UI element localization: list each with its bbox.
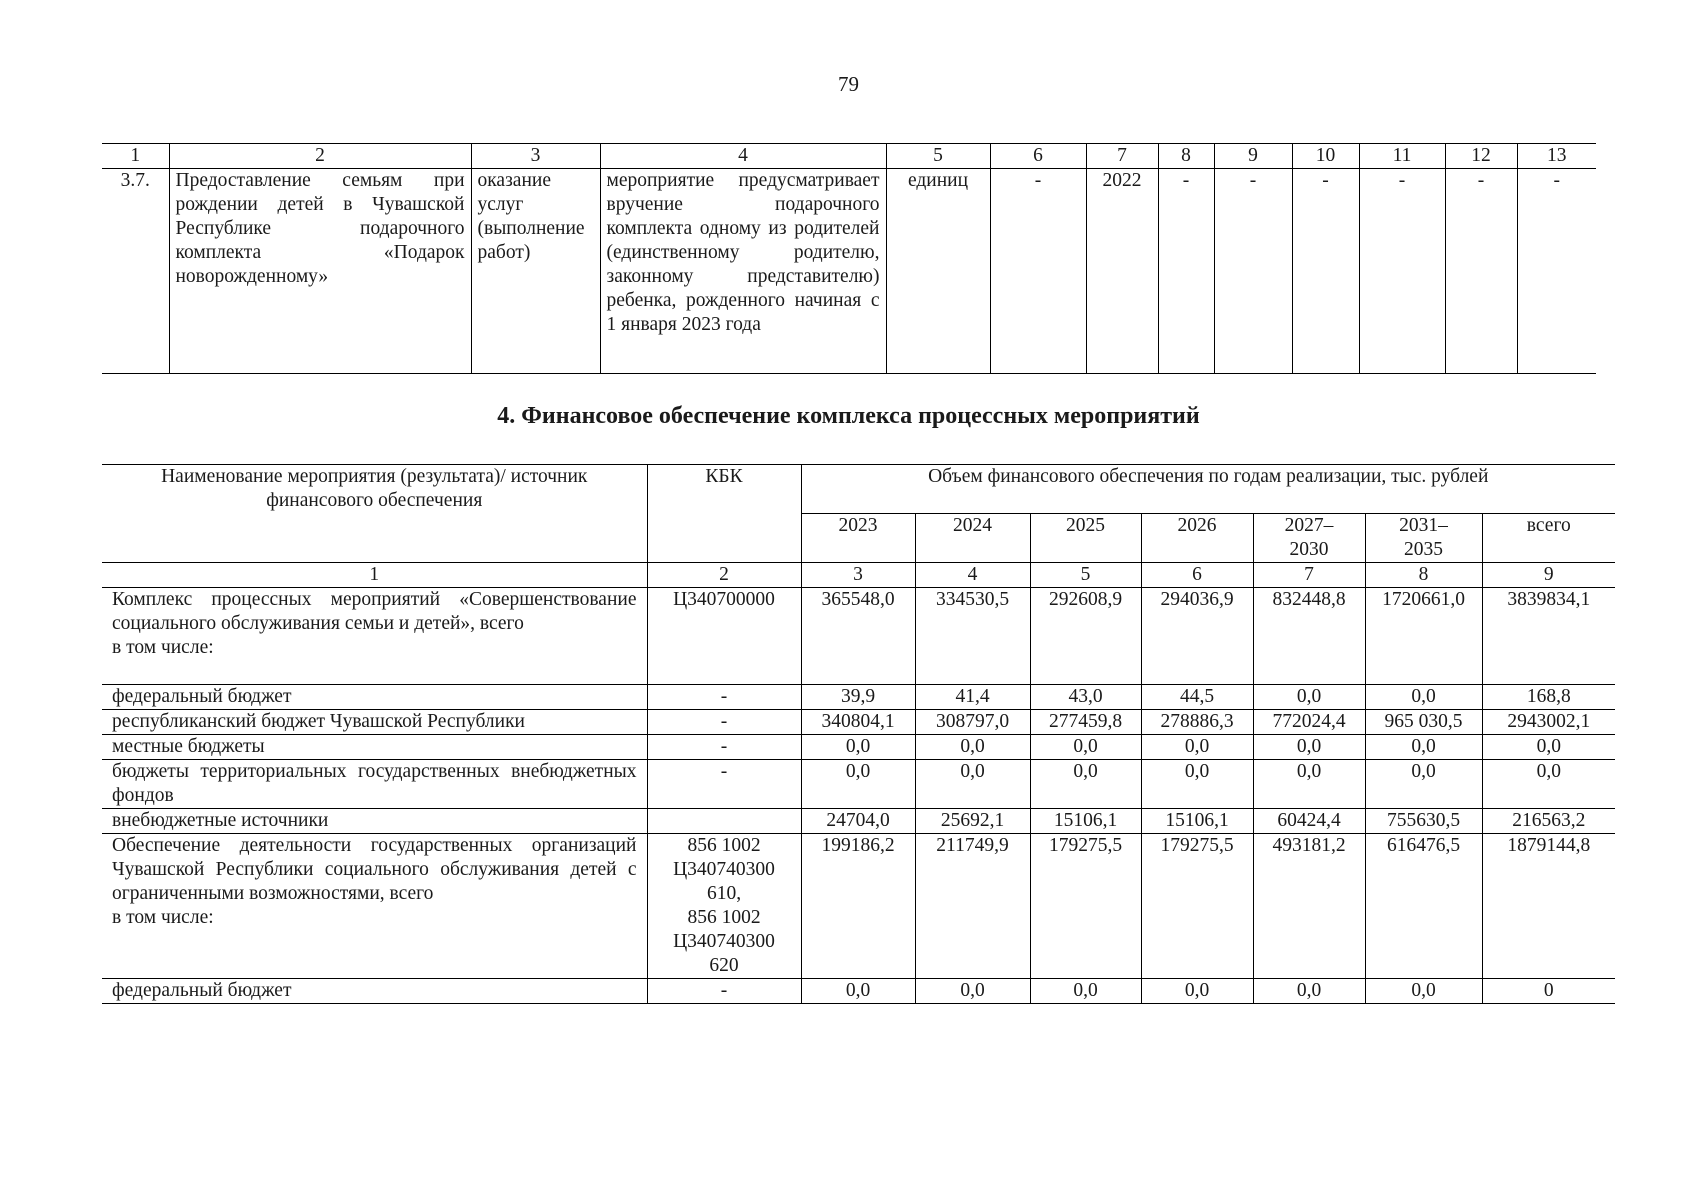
table-cell: - xyxy=(1359,169,1445,374)
value-cell: 39,9 xyxy=(801,685,915,710)
value-cell: 493181,2 xyxy=(1253,834,1365,979)
row-name: внебюджетные источники xyxy=(102,809,647,834)
column-number: 3 xyxy=(801,563,915,588)
row-name: федеральный бюджет xyxy=(102,685,647,710)
value-cell: 0,0 xyxy=(1030,760,1141,809)
value-cell: 0,0 xyxy=(1030,735,1141,760)
unit-cell: единиц xyxy=(886,169,990,374)
column-number: 10 xyxy=(1292,144,1359,169)
column-number: 12 xyxy=(1445,144,1517,169)
column-number-row xyxy=(102,144,1596,169)
column-number: 4 xyxy=(600,144,886,169)
column-number: 1 xyxy=(102,563,647,588)
table-cell: - xyxy=(1214,169,1292,374)
table-row xyxy=(102,834,1615,979)
value-cell: 308797,0 xyxy=(915,710,1030,735)
value-cell: 0,0 xyxy=(1141,979,1253,1004)
table-cell: - xyxy=(1158,169,1214,374)
total-header: всего xyxy=(1482,514,1615,563)
activity-description: мероприятие предусматривает вручение подарочного комплекта одному из родителей (единственному родителю, законному представителю) ребенка, рожденного начиная с 1 января 2023 года xyxy=(600,169,886,374)
column-number: 3 xyxy=(471,144,600,169)
kbk-cell: 856 1002 Ц340740300 610, 856 1002 Ц340740300 620 xyxy=(647,834,801,979)
year-header: 2031– 2035 xyxy=(1365,514,1482,563)
header-row xyxy=(102,465,1615,514)
value-cell: 294036,9 xyxy=(1141,588,1253,685)
value-cell: 179275,5 xyxy=(1141,834,1253,979)
table-cell: - xyxy=(1292,169,1359,374)
value-cell: 0,0 xyxy=(801,979,915,1004)
value-cell: 0,0 xyxy=(1365,735,1482,760)
value-cell: 0,0 xyxy=(1141,735,1253,760)
row-name: федеральный бюджет xyxy=(102,979,647,1004)
activity-type: оказание услуг (выполнение работ) xyxy=(471,169,600,374)
financing-table xyxy=(102,464,1615,1004)
row-name: республиканский бюджет Чувашской Республики xyxy=(102,710,647,735)
total-cell: 216563,2 xyxy=(1482,809,1615,834)
value-cell: 15106,1 xyxy=(1141,809,1253,834)
volume-column-header: Объем финансового обеспечения по годам реализации, тыс. рублей xyxy=(801,465,1615,514)
table-row xyxy=(102,760,1615,809)
total-cell: 0 xyxy=(1482,979,1615,1004)
value-cell: 0,0 xyxy=(1030,979,1141,1004)
value-cell: 0,0 xyxy=(915,979,1030,1004)
kbk-cell: - xyxy=(647,735,801,760)
value-cell: 0,0 xyxy=(1365,685,1482,710)
value-cell: 340804,1 xyxy=(801,710,915,735)
value-cell: 43,0 xyxy=(1030,685,1141,710)
kbk-cell: Ц340700000 xyxy=(647,588,801,685)
kbk-cell xyxy=(647,809,801,834)
base-year-cell: 2022 xyxy=(1086,169,1158,374)
value-cell: 24704,0 xyxy=(801,809,915,834)
total-cell: 0,0 xyxy=(1482,760,1615,809)
value-cell: 0,0 xyxy=(915,760,1030,809)
kbk-cell: - xyxy=(647,685,801,710)
value-cell: 832448,8 xyxy=(1253,588,1365,685)
section-title: 4. Финансовое обеспечение комплекса процессных мероприятий xyxy=(497,403,1200,429)
kbk-column-header: КБК xyxy=(647,465,801,563)
value-cell: 1720661,0 xyxy=(1365,588,1482,685)
column-number: 13 xyxy=(1517,144,1596,169)
value-cell: 179275,5 xyxy=(1030,834,1141,979)
value-cell: 41,4 xyxy=(915,685,1030,710)
value-cell: 0,0 xyxy=(1253,979,1365,1004)
total-cell: 1879144,8 xyxy=(1482,834,1615,979)
table-row xyxy=(102,169,1596,374)
page-number: 79 xyxy=(838,72,859,96)
year-header: 2026 xyxy=(1141,514,1253,563)
value-cell: 0,0 xyxy=(1253,735,1365,760)
column-number: 5 xyxy=(1030,563,1141,588)
value-cell: 277459,8 xyxy=(1030,710,1141,735)
total-cell: 2943002,1 xyxy=(1482,710,1615,735)
column-number: 7 xyxy=(1253,563,1365,588)
column-number: 11 xyxy=(1359,144,1445,169)
row-number: 3.7. xyxy=(102,169,169,374)
column-number: 6 xyxy=(990,144,1086,169)
value-cell: 0,0 xyxy=(801,735,915,760)
value-cell: 755630,5 xyxy=(1365,809,1482,834)
total-cell: 3839834,1 xyxy=(1482,588,1615,685)
value-cell: 278886,3 xyxy=(1141,710,1253,735)
column-number: 9 xyxy=(1482,563,1615,588)
value-cell: 0,0 xyxy=(1365,979,1482,1004)
value-cell: 292608,9 xyxy=(1030,588,1141,685)
table-cell: - xyxy=(1445,169,1517,374)
year-header: 2024 xyxy=(915,514,1030,563)
value-cell: 199186,2 xyxy=(801,834,915,979)
value-cell: 25692,1 xyxy=(915,809,1030,834)
table-row xyxy=(102,588,1615,685)
value-cell: 772024,4 xyxy=(1253,710,1365,735)
year-header: 2023 xyxy=(801,514,915,563)
name-column-header: Наименование мероприятия (результата)/ источник финансового обеспечения xyxy=(102,465,647,563)
table-row xyxy=(102,809,1615,834)
total-cell: 168,8 xyxy=(1482,685,1615,710)
value-cell: 0,0 xyxy=(1253,760,1365,809)
value-cell: 0,0 xyxy=(1365,760,1482,809)
value-cell: 965 030,5 xyxy=(1365,710,1482,735)
value-cell: 365548,0 xyxy=(801,588,915,685)
column-number-row xyxy=(102,563,1615,588)
total-cell: 0,0 xyxy=(1482,735,1615,760)
kbk-cell: - xyxy=(647,760,801,809)
column-number: 5 xyxy=(886,144,990,169)
activities-table xyxy=(102,143,1596,374)
column-number: 8 xyxy=(1158,144,1214,169)
column-number: 2 xyxy=(169,144,471,169)
table-row xyxy=(102,735,1615,760)
activity-name: Предоставление семьям при рождении детей в Чувашской Республике подарочного комплекта «Подарок новорожденному» xyxy=(169,169,471,374)
value-cell: 334530,5 xyxy=(915,588,1030,685)
value-cell: 0,0 xyxy=(915,735,1030,760)
year-header: 2025 xyxy=(1030,514,1141,563)
table-cell: - xyxy=(990,169,1086,374)
kbk-cell: - xyxy=(647,979,801,1004)
value-cell: 60424,4 xyxy=(1253,809,1365,834)
column-number: 6 xyxy=(1141,563,1253,588)
row-name: бюджеты территориальных государственных внебюджетных фондов xyxy=(102,760,647,809)
value-cell: 0,0 xyxy=(801,760,915,809)
value-cell: 44,5 xyxy=(1141,685,1253,710)
table-row xyxy=(102,710,1615,735)
table-row xyxy=(102,979,1615,1004)
value-cell: 0,0 xyxy=(1253,685,1365,710)
row-name: Обеспечение деятельности государственных организаций Чувашской Республики социального обслуживания детей с ограниченными возможностями, всего в том числе: xyxy=(102,834,647,979)
value-cell: 616476,5 xyxy=(1365,834,1482,979)
table-row xyxy=(102,685,1615,710)
column-number: 8 xyxy=(1365,563,1482,588)
value-cell: 211749,9 xyxy=(915,834,1030,979)
row-name: Комплекс процессных мероприятий «Совершенствование социального обслуживания семьи и детей», всего в том числе: xyxy=(102,588,647,685)
table-cell: - xyxy=(1517,169,1596,374)
year-header: 2027– 2030 xyxy=(1253,514,1365,563)
column-number: 1 xyxy=(102,144,169,169)
column-number: 2 xyxy=(647,563,801,588)
column-number: 9 xyxy=(1214,144,1292,169)
column-number: 4 xyxy=(915,563,1030,588)
value-cell: 0,0 xyxy=(1141,760,1253,809)
column-number: 7 xyxy=(1086,144,1158,169)
row-name: местные бюджеты xyxy=(102,735,647,760)
kbk-cell: - xyxy=(647,710,801,735)
value-cell: 15106,1 xyxy=(1030,809,1141,834)
